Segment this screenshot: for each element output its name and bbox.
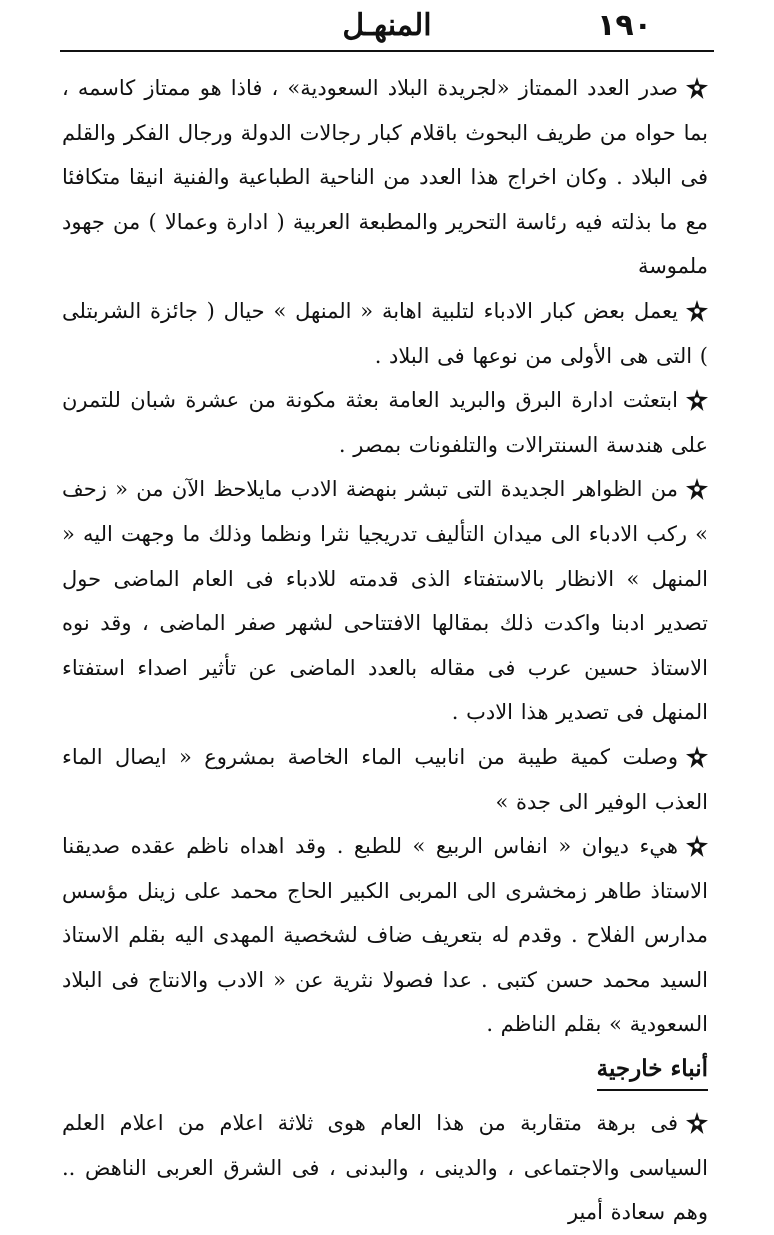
section-heading: أنباء خارجية: [597, 1051, 708, 1091]
news-item: [62, 66, 708, 289]
news-item: [62, 467, 708, 735]
news-item: [62, 289, 708, 378]
ornament-star-icon: [686, 300, 708, 322]
article-body: [62, 66, 708, 1235]
news-item: [62, 735, 708, 824]
ornament-star-icon: [686, 478, 708, 500]
page-number: ١٩٠: [597, 8, 652, 43]
ornament-star-icon: [686, 746, 708, 768]
news-item-text: ابتعثت ادارة البرق والبريد العامة بعثة مكونة من عشرة شبان للتمرن على هندسة السنترالات والتلفونات بمصر .: [62, 388, 708, 457]
news-item: [62, 378, 708, 467]
ornament-star-icon: [686, 1112, 708, 1134]
ornament-star-icon: [686, 77, 708, 99]
news-item: [62, 1101, 708, 1235]
ornament-star-icon: [686, 835, 708, 857]
section-heading-block: [62, 1047, 708, 1101]
news-item-text: من الظواهر الجديدة التى تبشر بنهضة الادب مايلاحظ الآن من « زحف » ركب الادباء الى ميدان التأليف تدريجيا نثرا ونظما وذلك ما وجهت اليه « المنهل » الانظار بالاستفتاء الذى قدمته للادباء فى العام الماضى حول تصدير ادبنا واكدت ذلك بمقالها الافتتاحى لشهر صفر الماضى ، وقد نوه الاستاذ حسين عرب فى مقاله بالعدد الماضى عن تأثير اصداء استفتاء المنهل فى تصدير هذا الادب .: [62, 477, 708, 725]
news-item: [62, 824, 708, 1047]
page-header: [60, 6, 714, 52]
news-item-text: وصلت كمية طيبة من انابيب الماء الخاصة بمشروع « ايصال الماء العذب الوفير الى جدة »: [62, 744, 708, 814]
news-item-text: صدر العدد الممتاز «لجريدة البلاد السعودية» ، فاذا هو ممتاز كاسمه ، بما حواه من طريف البحوث باقلام كبار رجالات الدولة ورجال الفكر والقلم فى البلاد . وكان اخراج هذا العدد من الناحية الطباعية والفنية انيقا متكافئا مع ما بذلته فيه رئاسة التحرير والمطبعة العربية ( ادارة وعمالا ) من جهود ملموسة: [62, 76, 708, 279]
ornament-star-icon: [686, 389, 708, 411]
news-item-text: فى برهة متقاربة من هذا العام هوى ثلاثة اعلام من اعلام العلم السياسى والاجتماعى ، والدينى ، والبدنى ، فى الشرق العربى الناهض .. وهم سعادة أمير: [62, 1111, 708, 1225]
news-item-text: هيء ديوان « انفاس الربيع » للطبع . وقد اهداه ناظم عقده صديقنا الاستاذ طاهر زمخشرى الى المربى الكبير الحاج محمد على زينل مؤسس مدارس الفلاح . وقدم له بتعريف ضاف لشخصية المهدى اليه بقلم الاستاذ السيد محمد حسن كتبى . عدا فصولا نثرية عن « الادب والانتاج فى البلاد السعودية » بقلم الناظم .: [62, 834, 708, 1037]
running-title: المنهـل: [342, 8, 432, 43]
news-item-text: يعمل بعض كبار الادباء لتلبية اهابة « المنهل » حيال ( جائزة الشربتلى ) التى هى الأولى من نوعها فى البلاد .: [62, 298, 708, 368]
